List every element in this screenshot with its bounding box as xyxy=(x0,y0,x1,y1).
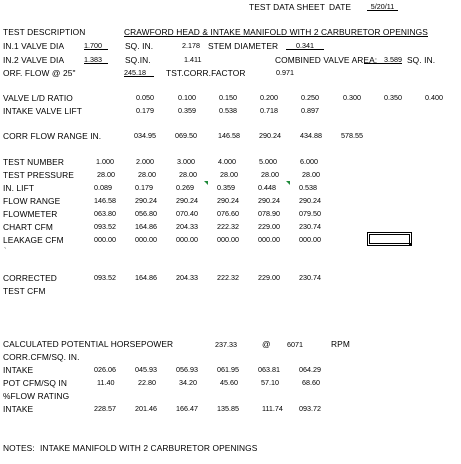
table-cell[interactable]: 146.58 xyxy=(94,196,116,205)
table-cell[interactable]: 28.00 xyxy=(302,170,320,179)
fill-handle[interactable] xyxy=(409,243,412,246)
table-cell[interactable]: 000.00 xyxy=(217,235,239,244)
table-cell[interactable]: 290.24 xyxy=(135,196,157,205)
intake-cell[interactable]: 061.95 xyxy=(217,365,239,374)
table-cell[interactable]: 0.179 xyxy=(135,183,153,192)
table-cell[interactable]: 079.50 xyxy=(299,209,321,218)
corrected-cell[interactable]: 230.74 xyxy=(299,273,321,282)
notes-value[interactable]: INTAKE MANIFOLD WITH 2 CARBURETOR OPENINGS xyxy=(40,443,258,453)
table-cell[interactable]: 000.00 xyxy=(94,235,116,244)
table-cell[interactable]: 28.00 xyxy=(138,170,156,179)
intake-label: INTAKE xyxy=(3,365,34,375)
ld-ratio-cell[interactable]: 0.300 xyxy=(343,93,361,102)
corr-flow-range-cell[interactable]: 146.58 xyxy=(218,131,240,140)
corrected-label-2: TEST CFM xyxy=(3,286,46,296)
corr-cfm-sq-label: CORR.CFM/SQ. IN. xyxy=(3,352,80,362)
table-cell[interactable]: 0.448 xyxy=(258,183,276,192)
table-cell[interactable]: 230.74 xyxy=(299,222,321,231)
ld-ratio-cell[interactable]: 0.250 xyxy=(301,93,319,102)
ld-ratio-cell[interactable]: 0.400 xyxy=(425,93,443,102)
table-cell[interactable]: 063.80 xyxy=(94,209,116,218)
orifice-flow-value[interactable]: 245.18 xyxy=(124,69,154,77)
table-cell[interactable]: 3.000 xyxy=(177,157,195,166)
valve1-area[interactable]: 2.178 xyxy=(182,41,200,50)
intake-cell[interactable]: 045.93 xyxy=(135,365,157,374)
intake-lift-cell[interactable]: 0.179 xyxy=(136,106,154,115)
flow-rating-label: %FLOW RATING xyxy=(3,391,70,401)
corr-flow-range-cell[interactable]: 034.95 xyxy=(134,131,156,140)
table-cell[interactable]: 5.000 xyxy=(259,157,277,166)
valve2-unit: SQ.IN. xyxy=(125,55,151,65)
flowmeter-label: FLOWMETER xyxy=(3,209,58,219)
table-cell[interactable]: 0.089 xyxy=(94,183,112,192)
rpm-label: RPM xyxy=(331,339,350,349)
corr-flow-range-cell[interactable]: 069.50 xyxy=(175,131,197,140)
horsepower-value[interactable]: 237.33 xyxy=(215,340,237,349)
table-cell[interactable]: 1.000 xyxy=(96,157,114,166)
table-cell[interactable]: 0.538 xyxy=(299,183,317,192)
pot-cfm-cell[interactable]: 22.80 xyxy=(138,378,156,387)
valve2-label: IN.2 VALVE DIA xyxy=(3,55,65,65)
valve1-diameter[interactable]: 1.700 xyxy=(84,42,108,50)
stem-diameter-value[interactable]: 0.341 xyxy=(286,42,324,50)
intake-rating-cell[interactable]: 093.72 xyxy=(299,404,321,413)
intake-lift-cell[interactable]: 0.359 xyxy=(178,106,196,115)
description-value[interactable]: CRAWFORD HEAD & INTAKE MANIFOLD WITH 2 CARBURETOR OPENINGS xyxy=(124,27,428,37)
notes-label: NOTES: xyxy=(3,443,35,453)
intake-cell[interactable]: 056.93 xyxy=(176,365,198,374)
corrected-cell[interactable]: 093.52 xyxy=(94,273,116,282)
table-cell[interactable]: 070.40 xyxy=(176,209,198,218)
table-cell[interactable]: 290.24 xyxy=(258,196,280,205)
pot-cfm-cell[interactable]: 34.20 xyxy=(179,378,197,387)
combined-area-unit: SQ. IN. xyxy=(407,55,436,65)
intake-cell[interactable]: 026.06 xyxy=(94,365,116,374)
corrected-cell[interactable]: 204.33 xyxy=(176,273,198,282)
intake-cell[interactable]: 064.29 xyxy=(299,365,321,374)
pot-cfm-cell[interactable]: 11.40 xyxy=(97,378,115,387)
corrected-cell[interactable]: 229.00 xyxy=(258,273,280,282)
combined-area-label: COMBINED VALVE AREA: xyxy=(275,55,378,65)
intake-rating-cell[interactable]: 111.74 xyxy=(262,404,283,413)
corr-flow-range-cell[interactable]: 434.88 xyxy=(300,131,322,140)
ld-ratio-cell[interactable]: 0.350 xyxy=(384,93,402,102)
test-pressure-label: TEST PRESSURE xyxy=(3,170,74,180)
table-cell[interactable]: 204.33 xyxy=(176,222,198,231)
table-cell[interactable]: 0.359 xyxy=(217,183,235,192)
table-cell[interactable]: 222.32 xyxy=(217,222,239,231)
table-cell[interactable]: 0.269 xyxy=(176,183,194,192)
table-cell[interactable]: 076.60 xyxy=(217,209,239,218)
ld-ratio-label: VALVE L/D RATIO xyxy=(3,93,73,103)
correction-factor-value[interactable]: 0.971 xyxy=(276,68,294,77)
corrected-cell[interactable]: 222.32 xyxy=(217,273,239,282)
intake-rating-cell[interactable]: 228.57 xyxy=(94,404,116,413)
selected-cell-inner-border xyxy=(369,234,410,244)
ld-ratio-cell[interactable]: 0.100 xyxy=(178,93,196,102)
intake-lift-cell[interactable]: 0.718 xyxy=(260,106,278,115)
at-sign: @ xyxy=(262,339,271,349)
table-cell[interactable]: 000.00 xyxy=(299,235,321,244)
valve1-unit: SQ. IN. xyxy=(125,41,154,51)
corr-flow-range-label: CORR FLOW RANGE IN. xyxy=(3,131,102,141)
comment-marker-icon[interactable] xyxy=(286,181,290,185)
table-cell[interactable]: 164.86 xyxy=(135,222,157,231)
pot-cfm-cell[interactable]: 57.10 xyxy=(261,378,279,387)
test-number-label: TEST NUMBER xyxy=(3,157,64,167)
orifice-flow-label: ORF. FLOW @ 25" xyxy=(3,68,76,78)
intake-rating-cell[interactable]: 135.85 xyxy=(217,404,239,413)
table-cell[interactable]: 000.00 xyxy=(176,235,198,244)
table-cell[interactable]: 056.80 xyxy=(135,209,157,218)
description-label: TEST DESCRIPTION xyxy=(3,27,86,37)
intake-lift-cell[interactable]: 0.897 xyxy=(301,106,319,115)
table-cell[interactable]: 28.00 xyxy=(97,170,115,179)
table-cell[interactable]: 28.00 xyxy=(261,170,279,179)
comment-marker-icon[interactable] xyxy=(204,181,208,185)
leakage-cfm-label: LEAKAGE CFM xyxy=(3,235,64,245)
stem-diameter-label: STEM DIAMETER xyxy=(208,41,279,51)
combined-area-value[interactable]: 3.589 xyxy=(364,56,402,64)
stray-mark: ` xyxy=(4,246,7,255)
date-value[interactable]: 5/20/11 xyxy=(367,3,398,11)
corrected-cell[interactable]: 164.86 xyxy=(135,273,157,282)
corrected-label: CORRECTED xyxy=(3,273,57,283)
intake-lift-label: INTAKE VALVE LIFT xyxy=(3,106,82,116)
correction-factor-label: TST.CORR.FACTOR xyxy=(166,68,246,78)
corr-flow-range-cell[interactable]: 290.24 xyxy=(259,131,281,140)
valve1-label: IN.1 VALVE DIA xyxy=(3,41,65,51)
corr-flow-range-cell[interactable]: 578.55 xyxy=(341,131,363,140)
horsepower-label: CALCULATED POTENTIAL HORSEPOWER xyxy=(3,339,174,349)
table-cell[interactable]: 28.00 xyxy=(179,170,197,179)
ld-ratio-cell[interactable]: 0.200 xyxy=(260,93,278,102)
valve2-diameter[interactable]: 1.383 xyxy=(84,56,108,64)
intake-lift-cell[interactable]: 0.538 xyxy=(219,106,237,115)
table-cell[interactable]: 000.00 xyxy=(258,235,280,244)
intake-rating-label: INTAKE xyxy=(3,404,34,414)
intake-rating-cell[interactable]: 201.46 xyxy=(135,404,157,413)
in-lift-label: IN. LIFT xyxy=(3,183,35,193)
table-cell[interactable]: 6.000 xyxy=(300,157,318,166)
table-cell[interactable]: 290.24 xyxy=(176,196,198,205)
valve2-area[interactable]: 1.411 xyxy=(184,55,202,64)
table-cell[interactable]: 28.00 xyxy=(220,170,238,179)
date-label: DATE xyxy=(329,2,352,12)
chart-cfm-label: CHART CFM xyxy=(3,222,53,232)
table-cell[interactable]: 4.000 xyxy=(218,157,236,166)
sheet-title: TEST DATA SHEET xyxy=(249,2,325,12)
table-cell[interactable]: 2.000 xyxy=(136,157,154,166)
pot-cfm-label: POT CFM/SQ IN xyxy=(3,378,67,388)
table-cell[interactable]: 078.90 xyxy=(258,209,280,218)
ld-ratio-cell[interactable]: 0.150 xyxy=(219,93,237,102)
table-cell[interactable]: 290.24 xyxy=(299,196,321,205)
rpm-value[interactable]: 6071 xyxy=(287,340,303,349)
intake-rating-cell[interactable]: 166.47 xyxy=(176,404,198,413)
table-cell[interactable]: 290.24 xyxy=(217,196,239,205)
table-cell[interactable]: 093.52 xyxy=(94,222,116,231)
flow-range-label: FLOW RANGE xyxy=(3,196,61,206)
pot-cfm-cell[interactable]: 68.60 xyxy=(302,378,320,387)
table-cell[interactable]: 229.00 xyxy=(258,222,280,231)
ld-ratio-cell[interactable]: 0.050 xyxy=(136,93,154,102)
table-cell[interactable]: 000.00 xyxy=(135,235,157,244)
pot-cfm-cell[interactable]: 45.60 xyxy=(220,378,238,387)
intake-cell[interactable]: 063.81 xyxy=(258,365,280,374)
